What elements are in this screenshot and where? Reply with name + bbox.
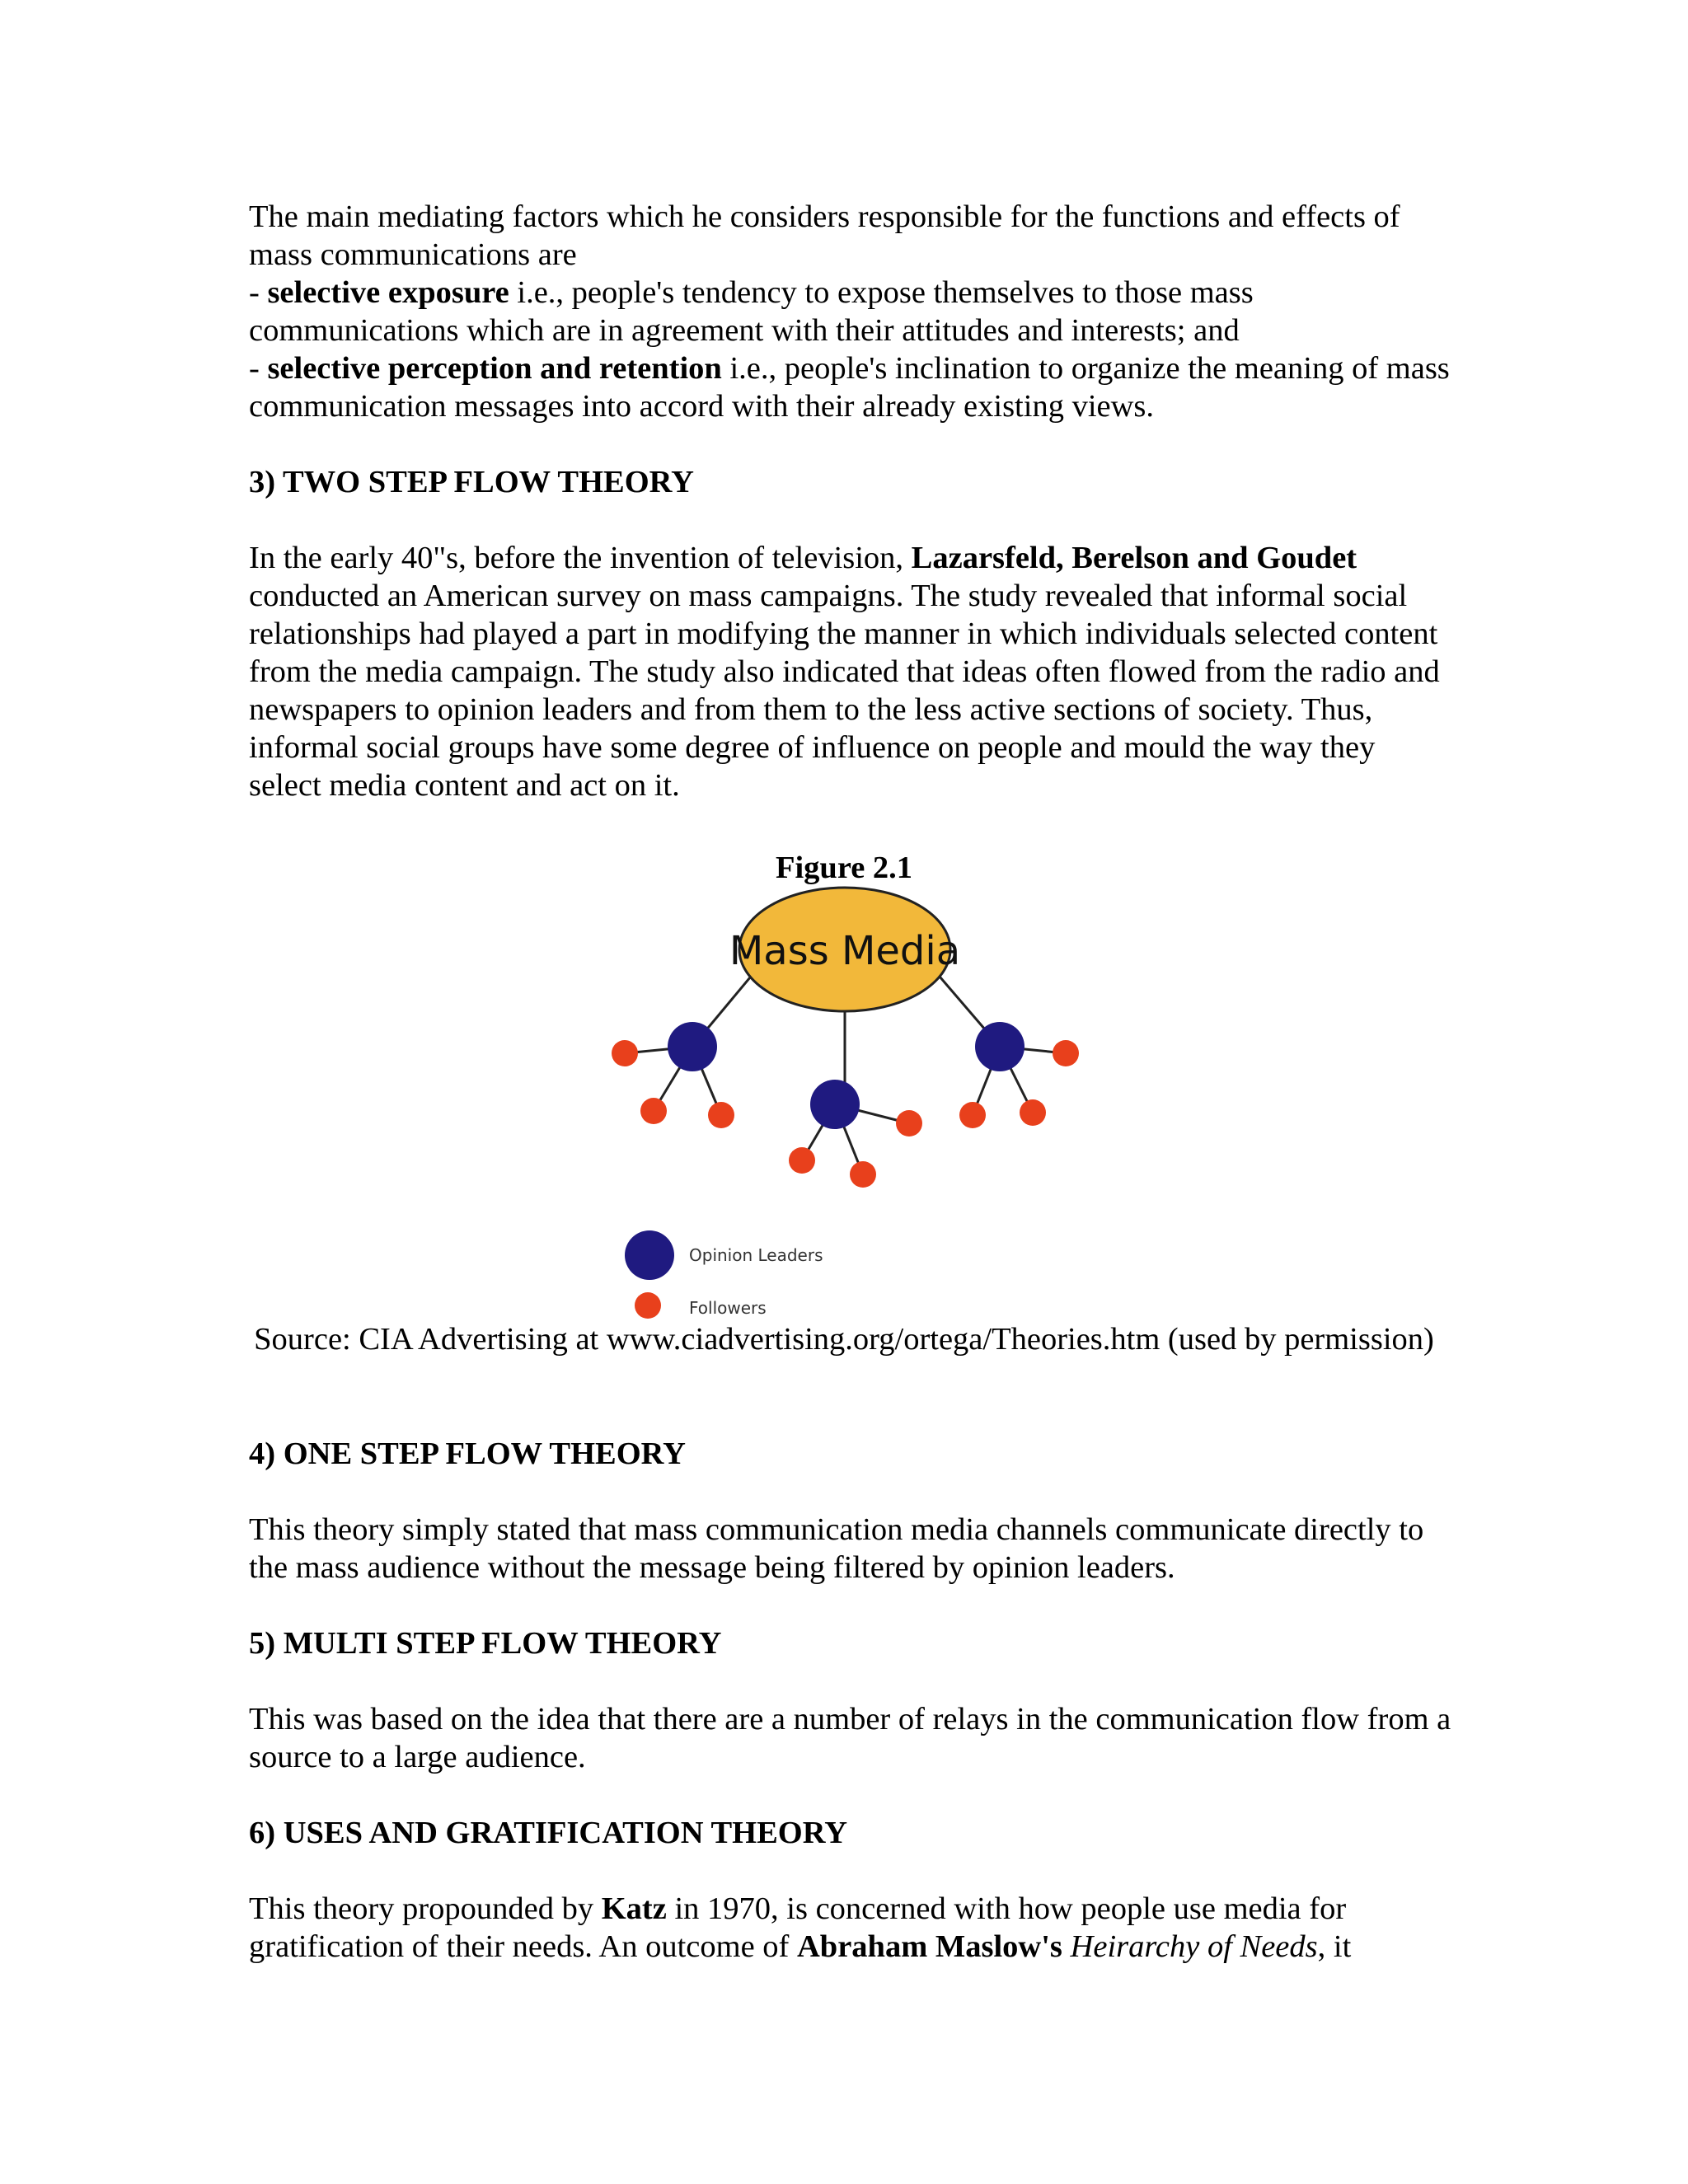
follower-node [1020,1099,1046,1126]
legend-leader-label: Opinion Leaders [689,1245,823,1265]
later-sections [249,1435,1452,1966]
heading-one-step: 4) ONE STEP FLOW THEORY [249,1436,686,1471]
heading-uses-gratification: 6) USES AND GRATIFICATION THEORY [249,1816,847,1850]
intro-paragraph: The main mediating factors which he considers responsible for the functions and effects of mass communications are [249,199,1400,272]
heading-two-step: 3) TWO STEP FLOW THEORY [249,465,694,499]
follower-node [850,1161,876,1188]
bullet-selective-perception: - selective perception and retention i.e., people's inclination to organize the meaning of mass communication messages into accord with their already existing views. [249,351,1450,424]
intro-section [249,198,1452,804]
follower-node [789,1147,815,1174]
legend-leader-marker [625,1230,674,1280]
one-step-paragraph: This theory simply stated that mass communication media channels communicate directly to the mass audience without the message being filtered by opinion leaders. [249,1512,1424,1585]
two-step-paragraph: In the early 40"s, before the invention of television, Lazarsfeld, Berelson and Goudet conducted an American survey on mass campaigns. The study revealed that informal social relationships had played a part in modifying the manner in which individuals selected content from the media campaign. The study also indicated that ideas often flowed from the radio and newspapers to opinion leaders and from them to the less active sections of society. Thus, informal social groups have some degree of influence on people and mould the way they select media content and act on it. [249,541,1440,803]
follower-node [896,1110,922,1137]
two-step-flow-diagram [577,874,1104,1327]
legend-follower-marker [635,1292,661,1319]
uses-paragraph: This theory propounded by Katz in 1970, is concerned with how people use media for gratification of their needs. An outcome of Abraham Maslow's Heirarchy of Needs, it [249,1891,1352,1964]
figure-title: Figure 2.1 [775,851,913,885]
follower-node [959,1102,986,1128]
bullet-selective-exposure: - selective exposure i.e., people's tendency to expose themselves to those mass communications which are in agreement with their attitudes and interests; and [249,275,1254,348]
follower-node [708,1102,734,1128]
follower-node [1053,1040,1079,1066]
heading-multi-step: 5) MULTI STEP FLOW THEORY [249,1626,722,1661]
opinion-leader-node [975,1022,1025,1071]
legend-follower-label: Followers [689,1298,767,1318]
opinion-leader-node [810,1080,860,1129]
follower-node [640,1098,667,1124]
multi-step-paragraph: This was based on the idea that there are a number of relays in the communication flow from a source to a large audience. [249,1702,1451,1774]
figure-source: Source: CIA Advertising at www.ciadvertising.org/ortega/Theories.htm (used by permission) [254,1322,1434,1357]
follower-node [612,1040,638,1066]
mass-media-label: Mass Media [729,928,961,974]
opinion-leader-node [668,1022,717,1071]
